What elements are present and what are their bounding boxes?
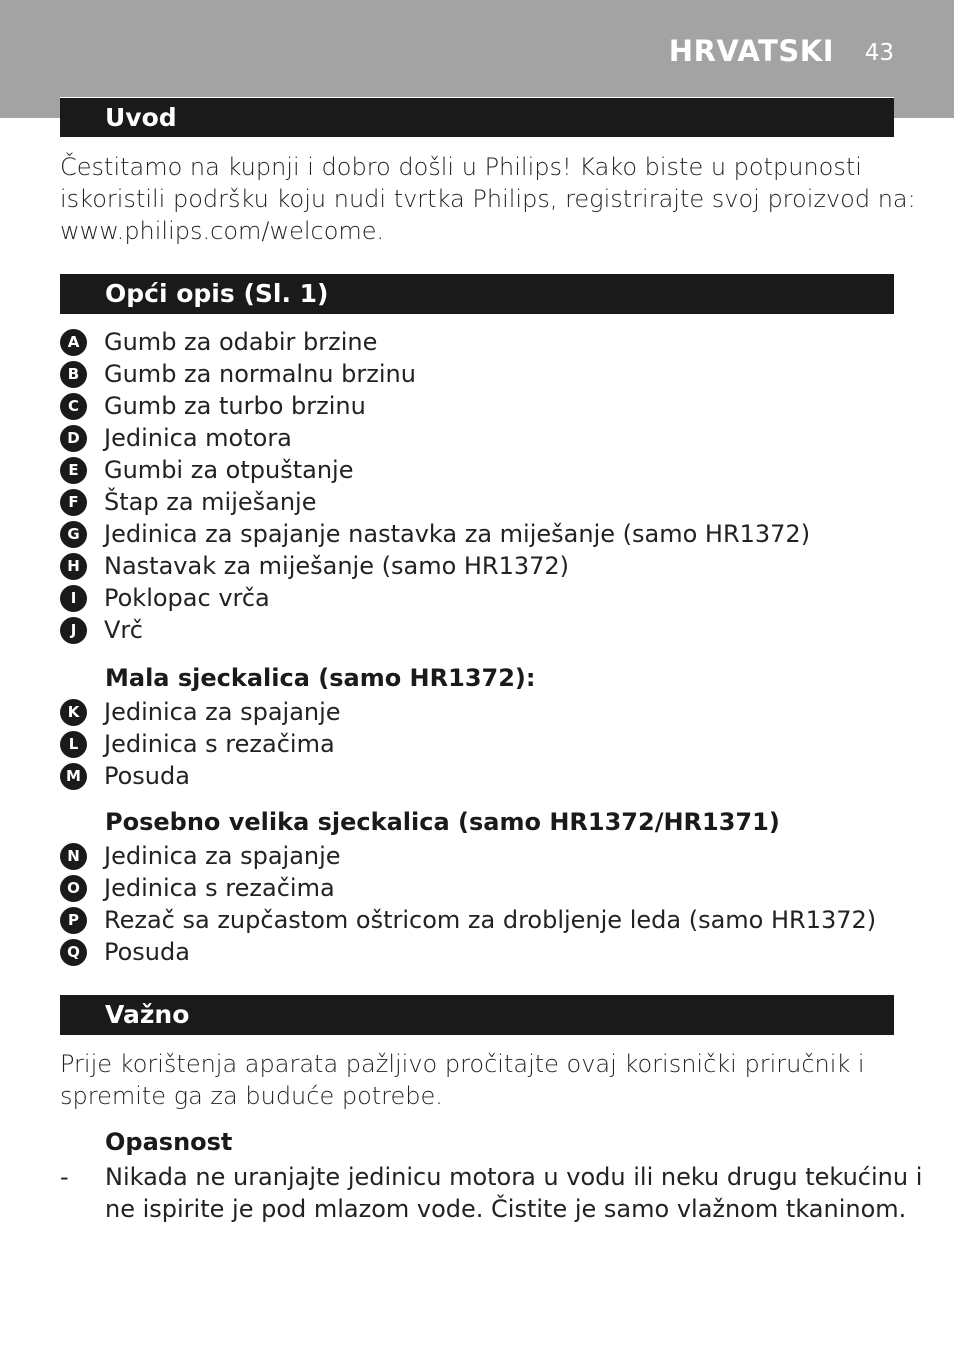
letter-badge: D — [60, 425, 87, 452]
list-item — [60, 518, 894, 550]
important-paragraph — [60, 1048, 894, 1112]
letter-badge: P — [60, 907, 87, 934]
page-number: 43 — [864, 40, 894, 66]
mala-sjeckalica-list — [60, 696, 894, 792]
list-item — [60, 454, 894, 486]
letter-badge: C — [60, 393, 87, 420]
list-item — [60, 422, 894, 454]
list-item — [60, 728, 894, 760]
letter-badge: A — [60, 329, 87, 356]
list-item — [60, 614, 894, 646]
item-text: Jedinica za spajanje — [104, 842, 341, 870]
important-line: Prije korištenja aparata pažljivo pročitajte ovaj korisnički priručnik i — [60, 1050, 865, 1078]
list-item — [60, 358, 894, 390]
list-item — [60, 486, 894, 518]
intro-line: iskoristili podršku koju nudi tvrtka Philips, registrirajte svoj proizvod na: — [60, 185, 916, 213]
section-header-uvod: Uvod — [60, 97, 894, 137]
item-text: Gumb za odabir brzine — [104, 328, 378, 356]
letter-badge: B — [60, 361, 87, 388]
letter-badge: E — [60, 457, 87, 484]
item-text: Posuda — [104, 938, 190, 966]
list-item — [60, 582, 894, 614]
list-item — [60, 760, 894, 792]
item-text: Rezač sa zupčastom oštricom za drobljenje leda (samo HR1372) — [104, 906, 877, 934]
list-item — [60, 326, 894, 358]
list-item — [60, 390, 894, 422]
section-header-opis: Opći opis (Sl. 1) — [60, 274, 894, 314]
letter-badge: J — [60, 617, 87, 644]
item-text: Jedinica s rezačima — [104, 874, 335, 902]
item-text: Gumbi za otpuštanje — [104, 456, 354, 484]
list-item — [60, 840, 894, 872]
item-text: Jedinica za spajanje nastavka za miješanje (samo HR1372) — [104, 520, 811, 548]
section-header-vazno: Važno — [60, 995, 894, 1035]
item-text: Jedinica s rezačima — [104, 730, 335, 758]
letter-badge: O — [60, 875, 87, 902]
list-item — [60, 904, 894, 936]
letter-badge: F — [60, 489, 87, 516]
intro-line: Čestitamo na kupnji i dobro došli u Philips! Kako biste u potpunosti — [60, 153, 862, 181]
item-text: Gumb za normalnu brzinu — [104, 360, 416, 388]
letter-badge: K — [60, 699, 87, 726]
danger-line: Nikada ne uranjajte jedinicu motora u vodu ili neku drugu tekućinu i — [105, 1163, 923, 1191]
item-text: Jedinica motora — [104, 424, 292, 452]
item-text: Jedinica za spajanje — [104, 698, 341, 726]
velika-sjeckalica-list — [60, 840, 894, 968]
item-text: Poklopac vrča — [104, 584, 270, 612]
letter-badge: Q — [60, 939, 87, 966]
letter-badge: G — [60, 521, 87, 548]
intro-paragraph — [60, 151, 916, 247]
danger-text — [105, 1161, 923, 1225]
subheading-velika-sjeckalica: Posebno velika sjeckalica (samo HR1372/HR1371) — [105, 808, 780, 836]
danger-line: ne ispirite je pod mlazom vode. Čistite je samo vlažnom tkaninom. — [105, 1195, 907, 1223]
bullet-dash: - — [60, 1163, 69, 1191]
item-text: Vrč — [104, 616, 143, 644]
letter-badge: L — [60, 731, 87, 758]
subheading-opasnost: Opasnost — [105, 1128, 233, 1156]
item-text: Posuda — [104, 762, 190, 790]
letter-badge: N — [60, 843, 87, 870]
subheading-mala-sjeckalica: Mala sjeckalica (samo HR1372): — [105, 664, 536, 692]
list-item — [60, 872, 894, 904]
item-text: Štap za miješanje — [104, 488, 317, 516]
list-item — [60, 936, 894, 968]
letter-badge: I — [60, 585, 87, 612]
list-item — [60, 550, 894, 582]
list-item — [60, 696, 894, 728]
letter-badge: H — [60, 553, 87, 580]
important-line: spremite ga za buduće potrebe. — [60, 1082, 443, 1110]
parts-list — [60, 326, 894, 646]
letter-badge: M — [60, 763, 87, 790]
language-label: HRVATSKI — [668, 34, 834, 68]
item-text: Gumb za turbo brzinu — [104, 392, 366, 420]
item-text: Nastavak za miješanje (samo HR1372) — [104, 552, 570, 580]
danger-list — [60, 1161, 923, 1225]
intro-line: www.philips.com/welcome. — [60, 217, 385, 245]
